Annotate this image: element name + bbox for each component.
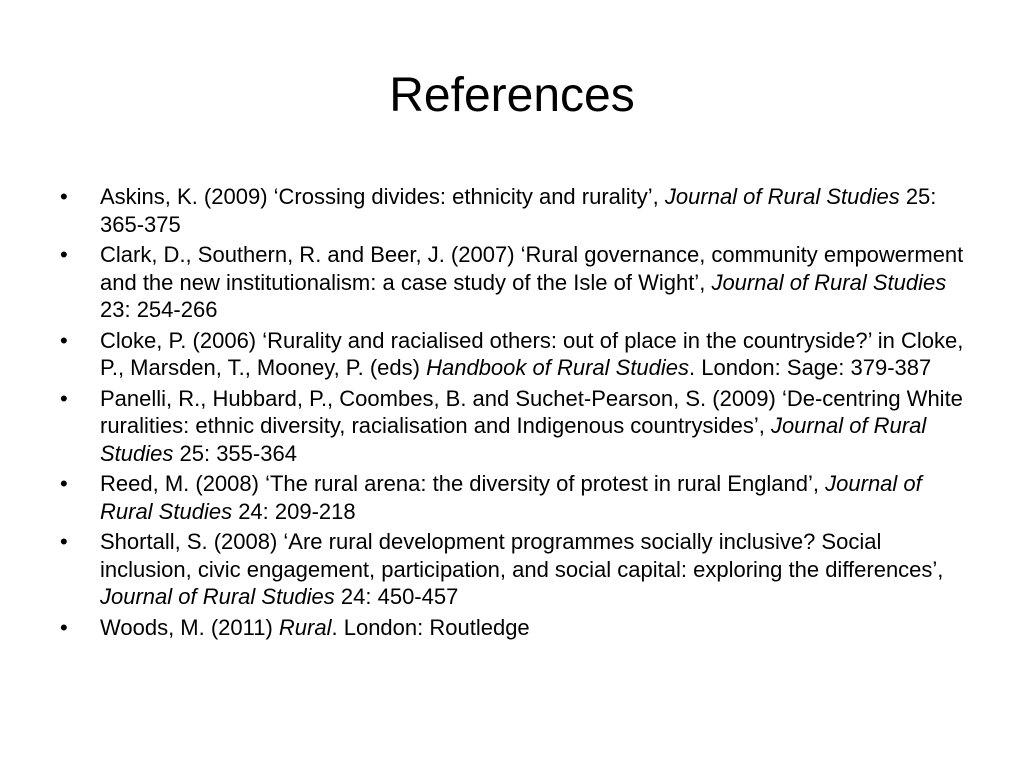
bullet-icon: • — [60, 242, 68, 267]
bullet-icon: • — [60, 184, 68, 209]
slide-title: References — [389, 69, 635, 122]
reference-source-title: Journal of Rural Studies — [711, 269, 947, 295]
reference-details: 25: 365-375 — [100, 184, 937, 237]
reference-item — [60, 241, 970, 324]
reference-item — [60, 528, 970, 611]
reference-source-title: Journal of Rural Studies — [664, 184, 900, 209]
reference-source-title: Journal of Rural Studies — [100, 471, 922, 524]
reference-source-title: Handbook of Rural Studies — [426, 355, 690, 380]
reference-source-title: Rural — [278, 614, 332, 640]
reference-details: . London: Routledge — [331, 614, 530, 640]
reference-details: 24: 209-218 — [232, 498, 356, 524]
reference-item — [60, 470, 970, 525]
reference-item — [60, 327, 970, 382]
reference-text: Shortall, S. (2008) ‘Are rural development programmes socially inclusive? Social inclusion, civic engagement, participation, and social capital: exploring the differences’, — [100, 529, 944, 582]
bullet-icon: • — [60, 529, 68, 554]
reference-text: Reed, M. (2008) ‘The rural arena: the diversity of protest in rural England’, — [100, 471, 826, 496]
reference-item — [60, 183, 970, 238]
reference-details: 24: 450-457 — [334, 584, 459, 609]
bullet-icon: • — [60, 614, 68, 640]
reference-details: . London: Sage: 379-387 — [689, 355, 932, 380]
reference-source-title: Journal of Rural Studies — [100, 584, 335, 609]
bullet-icon: • — [60, 471, 68, 496]
reference-source-title: Journal of Rural Studies — [100, 413, 927, 466]
bullet-icon: • — [60, 327, 68, 353]
reference-text: Woods, M. (2011) — [100, 614, 279, 640]
reference-text: Askins, K. (2009) ‘Crossing divides: ethnicity and rurality’, — [100, 184, 665, 209]
reference-details: 23: 254-266 — [100, 297, 218, 322]
bullet-icon: • — [60, 385, 68, 411]
reference-text: Clark, D., Southern, R. and Beer, J. (2007) ‘Rural governance, community empowerment and the new institutionalism: a case study of the Isle of Wight’, — [100, 242, 964, 295]
reference-text: Cloke, P. (2006) ‘Rurality and racialised others: out of place in the countryside?’ in Cloke, P., Marsden, T., Mooney, P. (eds) — [100, 327, 964, 380]
reference-details: 25: 355-364 — [173, 440, 297, 466]
reference-text: Panelli, R., Hubbard, P., Coombes, B. and Suchet-Pearson, S. (2009) ‘De-centring White ruralities: ethnic diversity, racialisation and Indigenous countrysides’, — [100, 385, 963, 438]
reference-item — [60, 614, 970, 642]
reference-item — [60, 385, 970, 468]
reference-list — [60, 183, 970, 644]
